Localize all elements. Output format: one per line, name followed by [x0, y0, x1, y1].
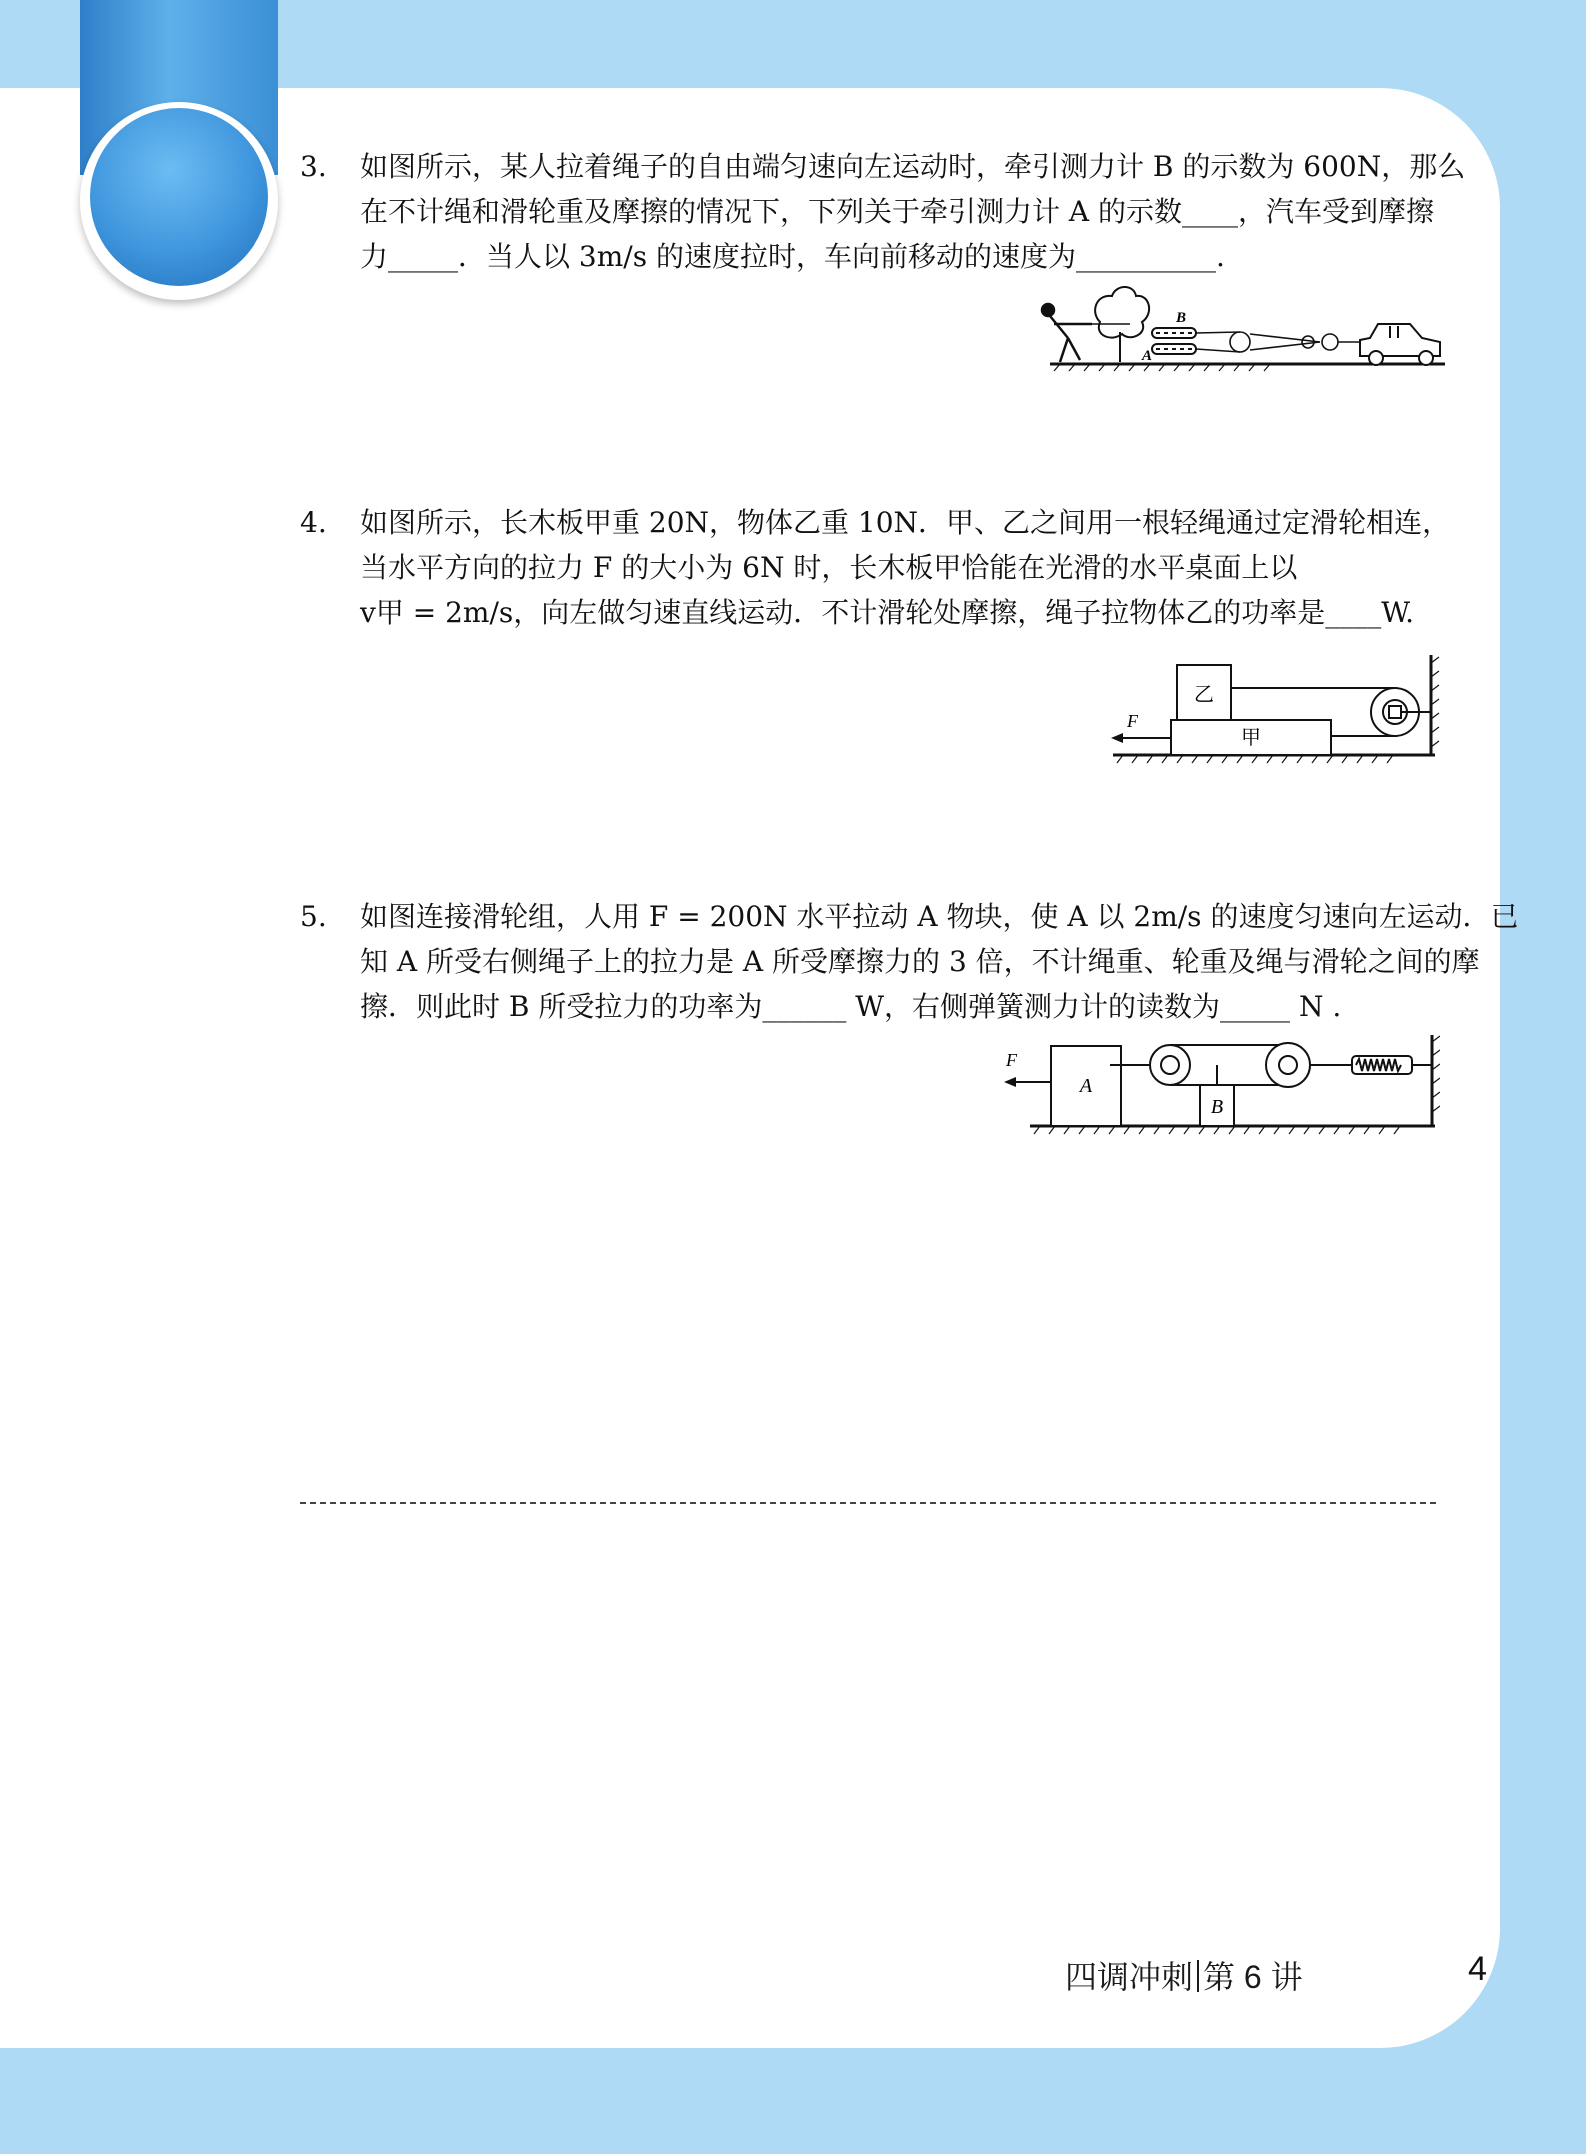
- question-line: v甲 = 2m/s，向左做匀速直线运动．不计滑轮处摩擦，绳子拉物体乙的功率是____W.: [360, 596, 1415, 629]
- bookmark-circle-inner: [90, 108, 268, 286]
- footer-lecture: 第 6 讲: [1203, 1959, 1303, 1995]
- question-line: 知 A 所受右侧绳子上的拉力是 A 所受摩擦力的 3 倍，不计绳重、轮重及绳与滑轮之间的摩: [360, 945, 1480, 978]
- question-5: [300, 894, 1519, 1029]
- spring-scale-a: [1152, 344, 1196, 354]
- question-line: 如图所示，某人拉着绳子的自由端匀速向左运动时，牵引测力计 B 的示数为 600N，那么: [360, 150, 1466, 183]
- footer-separator: [1197, 1960, 1199, 1992]
- question-line: 力_____．当人以 3m/s 的速度拉时，车向前移动的速度为__________.: [360, 240, 1225, 273]
- page-number: 4: [1468, 1950, 1487, 1988]
- label-a: A: [1079, 1075, 1093, 1097]
- label-b: B: [1176, 310, 1187, 326]
- question-line: 擦．则此时 B 所受拉力的功率为______ W，右侧弹簧测力计的读数为_____ N .: [360, 990, 1342, 1023]
- label-b: B: [1210, 1096, 1224, 1118]
- label-f: F: [1006, 1050, 1017, 1070]
- question-line: 如图连接滑轮组，人用 F = 200N 水平拉动 A 物块，使 A 以 2m/s 的速度匀速向左运动．已: [360, 900, 1519, 933]
- question-number: 3.: [300, 150, 327, 183]
- label-f: F: [1127, 711, 1138, 731]
- footer-title: [1065, 1952, 1303, 1998]
- car-icon: [1360, 324, 1440, 365]
- bookmark-circle: [80, 102, 278, 300]
- question-4: [300, 500, 1451, 635]
- question-line: 如图所示，长木板甲重 20N，物体乙重 10N．甲、乙之间用一根轻绳通过定滑轮相连，: [360, 506, 1451, 539]
- label-jia: 甲: [1241, 725, 1261, 749]
- footer-series: 四调冲刺: [1065, 1959, 1194, 1995]
- figure-car-pulley: [1030, 282, 1450, 372]
- question-line: 在不计绳和滑轮重及摩擦的情况下，下列关于牵引测力计 A 的示数____，汽车受到摩擦: [360, 195, 1435, 228]
- divider: [300, 1502, 1436, 1504]
- fixed-pulley: [1371, 688, 1431, 736]
- question-number: 4.: [300, 506, 327, 539]
- label-yi: 乙: [1194, 682, 1214, 706]
- person-icon: [1042, 304, 1092, 362]
- spring-scale: [1352, 1056, 1432, 1074]
- figure-board-pulley: [1105, 655, 1440, 770]
- question-line: 当水平方向的拉力 F 的大小为 6N 时，长木板甲恰能在光滑的水平桌面上以: [360, 551, 1298, 584]
- figure-pulley-block: [1000, 1030, 1440, 1135]
- question-number: 5.: [300, 900, 327, 933]
- label-a: A: [1142, 348, 1153, 364]
- question-3: [300, 144, 1466, 279]
- spring-scale-b: [1152, 328, 1196, 338]
